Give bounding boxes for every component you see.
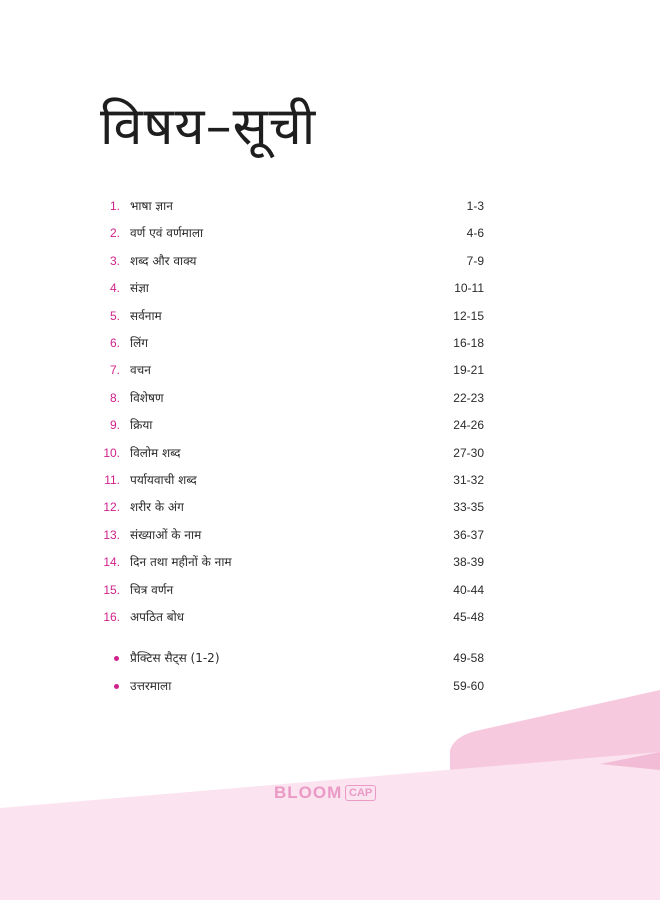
page-range: 22-23 [453,390,484,405]
chapter-number: 16. [103,610,120,624]
toc-row[interactable] [0,385,660,412]
toc-row[interactable] [0,275,660,302]
chapter-number: 8. [109,390,120,405]
chapter-title: संज्ञा [130,281,149,296]
page-range: 27-30 [453,445,484,460]
chapter-number: 2. [109,226,120,241]
chapter-number: 9. [109,418,120,433]
chapter-number: 11. [104,473,120,487]
chapter-title: चित्र वर्णन [130,582,174,597]
bloomcap-logo-word: BLOOM [274,783,343,802]
toc-row[interactable] [0,440,660,467]
page-range: 49-58 [453,651,484,666]
chapter-title: सर्वनाम [130,308,162,323]
chapter-title: संख्याओं के नाम [130,527,202,542]
page-range: 38-39 [453,555,484,570]
chapter-number: 7. [109,363,120,378]
toc-row[interactable] [0,330,660,357]
page-title: विषय–सूची [100,97,317,157]
page-range: 59-60 [453,678,484,693]
chapter-title: विलोम शब्द [130,445,181,460]
chapter-number: 1. [109,199,120,213]
chapter-number: 15. [103,582,120,597]
chapter-title: शरीर के अंग [130,500,184,515]
chapter-number: 13. [103,527,120,542]
toc-row[interactable] [0,604,660,631]
page-range: 7-9 [466,253,484,268]
page-range: 19-21 [453,363,484,378]
page-range: 12-15 [453,308,484,323]
page-range: 45-48 [453,610,484,624]
page-range: 33-35 [453,500,484,515]
toc-row[interactable] [0,248,660,275]
chapter-number: 12. [103,500,120,515]
toc-row[interactable] [0,357,660,384]
bullet-icon [114,656,119,661]
chapter-title: शब्द और वाक्य [130,253,197,268]
bloomcap-logo-box: CAP [345,785,376,801]
toc-row[interactable] [0,577,660,604]
front-pink-band [0,752,660,900]
chapter-number: 14. [103,555,120,570]
toc-row[interactable] [0,494,660,521]
toc-row[interactable] [0,193,660,220]
toc-row[interactable] [0,467,660,494]
page-range: 10-11 [454,281,484,296]
chapter-title: पर्यायवाची शब्द [130,473,197,487]
chapter-title: वर्ण एवं वर्णमाला [130,226,204,241]
chapter-title: वचन [130,363,151,378]
toc-extra-row[interactable] [0,645,660,672]
bullet-icon [114,684,119,689]
page-range: 40-44 [453,582,484,597]
chapter-number: 6. [109,336,120,350]
page-range: 36-37 [453,527,484,542]
chapter-number: 5. [109,308,120,323]
chapter-number: 3. [109,253,120,268]
extra-title: प्रैक्टिस सैट्स (1-2) [130,651,220,666]
chapter-title: लिंग [130,336,149,350]
chapter-title: अपठित बोध [130,610,185,624]
chapter-number: 10. [103,445,120,460]
chapter-number: 4. [109,281,120,296]
page-range: 1-3 [466,199,484,213]
page-range: 31-32 [453,473,484,487]
toc-row[interactable] [0,220,660,247]
toc-row[interactable] [0,549,660,576]
chapter-title: दिन तथा महीनों के नाम [130,555,232,570]
toc-row[interactable] [0,522,660,549]
toc-extra-row[interactable] [0,673,660,700]
chapter-title: भाषा ज्ञान [130,199,173,213]
toc-row[interactable] [0,303,660,330]
toc-row[interactable] [0,412,660,439]
page-range: 4-6 [466,226,484,241]
page-range: 16-18 [453,336,484,350]
chapter-title: विशेषण [130,390,164,405]
chapter-title: क्रिया [130,418,153,433]
extra-title: उत्तरमाला [130,678,172,693]
page-range: 24-26 [453,418,484,433]
